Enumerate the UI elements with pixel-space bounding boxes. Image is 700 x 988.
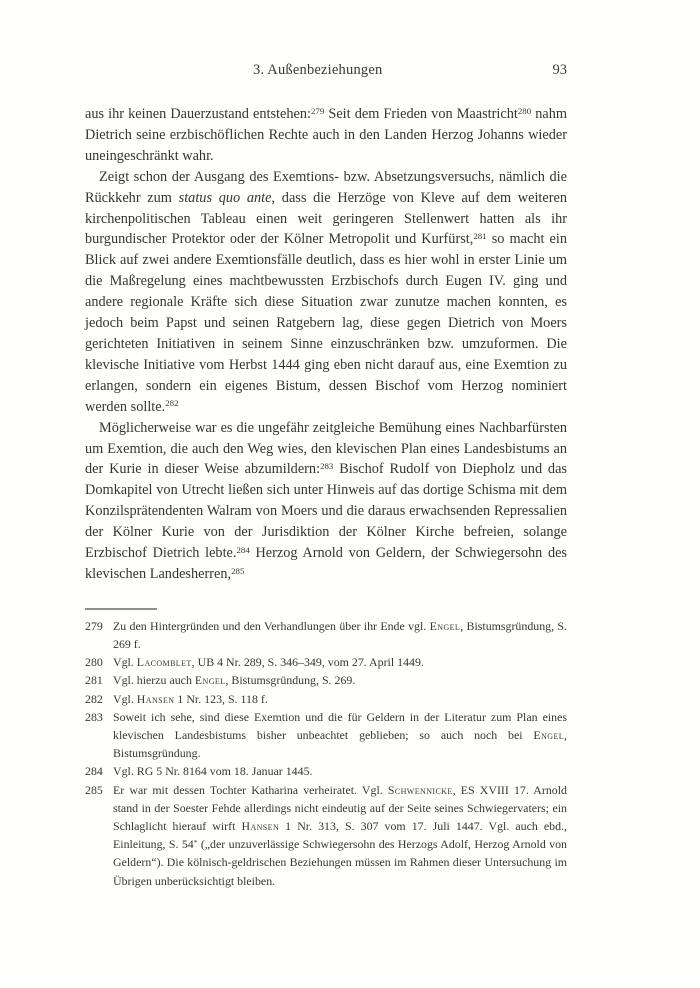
footnote-number: 285 xyxy=(85,782,103,797)
footnote-number: 280 xyxy=(85,655,103,670)
footnote-number: 283 xyxy=(85,709,103,724)
footnote xyxy=(85,617,567,653)
footnote-text: Vgl. RG 5 Nr. 8164 vom 18. Januar 1445. xyxy=(113,764,313,779)
section-heading: 3. Außenbeziehungen xyxy=(253,62,383,78)
footnote-text: Vgl. hierzu auch Engel, Bistumsgründung, S. 269. xyxy=(113,673,356,688)
footnote-text: Soweit ich sehe, sind diese Exemtion und die für Geldern in der Literatur zum Plan eines klevischen Landesbistums bisher unbeachtet geblieben; so auch noch bei Engel, Bistumsgründung. xyxy=(113,709,567,761)
footnote-text: Er war mit dessen Tochter Katharina verheiratet. Vgl. Schwennicke, ES XVIII 17. Arnold stand in der Soester Fehde allerdings nicht eindeutig auf der Seite seines Schwiegervaters; ein Schlaglicht hierauf wirft Hansen 1 Nr. 313, S. 307 vom 17. Juli 1447. Vgl. auch ebd., Einleitung, S. 54* („der unzuverlässige Schwiegersohn des Herzogs Adolf, Herzog Arnold von Geldern“). Die kölnisch-geldrischen Beziehungen müssen im Rahmen dieser Untersuchung im Übrigen unberücksichtigt bleiben. xyxy=(113,782,567,888)
footnote-separator xyxy=(85,608,157,610)
footnote-number: 279 xyxy=(85,618,103,633)
paragraph: aus ihr keinen Dauerzustand entstehen:$^{279}$ Seit dem Frieden von Maastricht$^{280}$ nahm Dietrich seine erzbischöflichen Rechte auch in den Landen Herzog Johanns wieder uneingeschränkt wahr. xyxy=(85,105,568,164)
footnote xyxy=(85,762,567,780)
paragraph: Möglicherweise war es die ungefähr zeitgleiche Bemühung eines Nachbarfürsten um Exemtion, die auch den Weg wies, den klevischen Plan eines Landesbistums an der Kurie in dieser Weise abzumildern:$^{283}$ Bischof Rudolf von Diepholz und das Domkapitel von Utrecht ließen sich unter Hinweis auf das dortige Schisma mit dem Konzilsprätendenten Walram von Moers und die daraus erwachsenden Repressalien der Kölner Kurie von der Jurisdiktion der Kölner Kirche befreien, solange Erzbischof Dietrich lebte.$^{284}$ Herzog Arnold von Geldern, der Schwiegersohn des klevischen Landesherren,$^{285}$ xyxy=(85,419,567,582)
footnote-number: 284 xyxy=(85,764,103,779)
footnote-number: 282 xyxy=(85,691,103,706)
footnote xyxy=(85,708,567,763)
footnote xyxy=(85,781,567,890)
footnote-text: Vgl. Lacomblet, UB 4 Nr. 289, S. 346–349, vom 27. April 1449. xyxy=(113,655,424,670)
footnote xyxy=(85,690,567,708)
body-text xyxy=(85,104,567,585)
footnote-text: Vgl. Hansen 1 Nr. 123, S. 118 f. xyxy=(113,691,268,706)
footnote xyxy=(85,653,567,671)
footnote-number: 281 xyxy=(85,673,103,688)
footnote-text: Zu den Hintergründen und den Verhandlungen über ihr Ende vgl. Engel, Bistumsgründung, S. 269 f. xyxy=(113,618,567,652)
page-header xyxy=(85,62,567,79)
page-number: 93 xyxy=(552,62,567,78)
paragraph: Zeigt schon der Ausgang des Exemtions- bzw. Absetzungsversuchs, nämlich die Rückkehr zum status quo ante, dass die Herzöge von Kleve auf dem weiteren kirchenpolitischen Tableau einen weit geringeren Stellenwert hatten als ihr burgundischer Protektor oder der Kölner Metropolit und Kurfürst,$^{281}$ so macht ein Blick auf zwei andere Exemtionsfälle deutlich, dass es hier wohl in erster Linie um die Maßregelung eines machtbewussten Erzbischofs durch Eugen IV. ging und andere regionale Kräfte sich diese Situation zwar zunutze machen konnten, es jedoch beim Papst und seinen Ratgebern lag, diese gegen Dietrich von Moers gerichteten Initiativen in seinem Sinne einzuschränken bzw. umzuformen. Die klevische Initiative vom Herbst 1444 ging eben nicht darauf aus, eine Exemtion zu erlangen, sondern ein eigenes Bistum, dessen Bischof vom Herzog nominiert werden sollte.$^{282}$ xyxy=(85,168,568,415)
page-content xyxy=(85,62,567,890)
footnote xyxy=(85,671,567,689)
footnotes xyxy=(85,617,567,890)
